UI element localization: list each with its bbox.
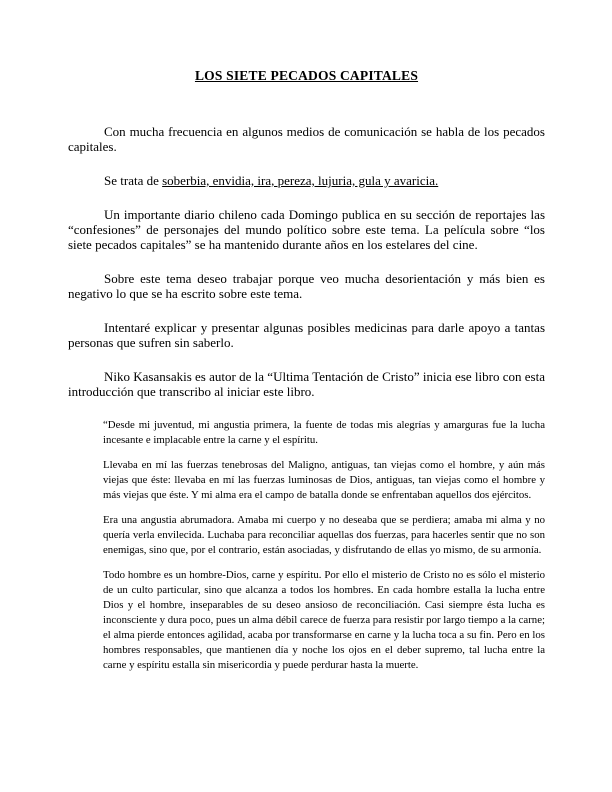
quote-paragraph-1: “Desde mi juventud, mi angustia primera, la fuente de todas mis alegrías y amarguras fue la lucha incesante e implacable entre la carne y el espíritu.	[103, 419, 545, 446]
intro-paragraph-5: Intentaré explicar y presentar algunas posibles medicinas para darle apoyo a tantas personas que sufren sin saberlo.	[68, 320, 545, 350]
sins-list-underlined: soberbia, envidia, ira, pereza, lujuria, gula y avaricia.	[162, 173, 439, 188]
quote-paragraph-3: Era una angustia abrumadora. Amaba mi cuerpo y no deseaba que se perdiera; amaba mi alma y no quería verla envilecida. Luchaba para reconciliar aquellas dos fuerzas, para hacerles sentir que no son enemigas, sino que, por el contrario, están asociadas, y disfrutando de ellas yo mismo, de su armonía.	[103, 514, 545, 556]
sins-sentence-prefix: Se trata de	[104, 173, 163, 188]
intro-paragraph-3: Un importante diario chileno cada Domingo publica en su sección de reportajes las “confesiones” de personajes del mundo político sobre este tema. La película sobre “los siete pecados capitales” se ha mantenido durante años en los estelares del cine.	[68, 207, 545, 252]
intro-paragraph-1: Con mucha frecuencia en algunos medios de comunicación se habla de los pecados capitales.	[68, 124, 545, 154]
quote-paragraph-2: Llevaba en mí las fuerzas tenebrosas del Maligno, antiguas, tan viejas como el hombre, y aún más viejas que éste: llevaba en mí las fuerzas luminosas de Dios, antiguas, tan viejas como el hombre y más viejas que éste. Y mi alma era el campo de batalla donde se enfrentaban aquellos dos ejércitos.	[103, 459, 545, 501]
sins-sentence	[68, 173, 545, 188]
quote-paragraph-4: Todo hombre es un hombre-Dios, carne y espíritu. Por ello el misterio de Cristo no es sólo el misterio de un culto particular, sino que alcanza a todos los hombres. En cada hombre estalla la lucha entre Dios y el hombre, inseparables de su deseo ansioso de reconciliación. Casi siempre ésta lucha es inconsciente y dura poco, pues un alma débil carece de fuerza para resistir por largo tiempo a la carne; el alma pierde entonces agilidad, acaba por transformarse en carne y la lucha toca a su fin. Pero en los hombres responsables, que mantienen día y noche los ojos en el deber supremo, tal lucha entre la carne y espíritu estalla sin misericordia y puede perdurar hasta la muerte.	[103, 569, 545, 671]
intro-paragraph-6: Niko Kasansakis es autor de la “Ultima Tentación de Cristo” inicia ese libro con esta introducción que transcribo al iniciar este libro.	[68, 369, 545, 399]
document-title: LOS SIETE PECADOS CAPITALES	[194, 68, 419, 83]
intro-paragraph-4: Sobre este tema deseo trabajar porque veo mucha desorientación y más bien es negativo lo que se ha escrito sobre este tema.	[68, 271, 545, 301]
block-quote	[103, 418, 545, 673]
